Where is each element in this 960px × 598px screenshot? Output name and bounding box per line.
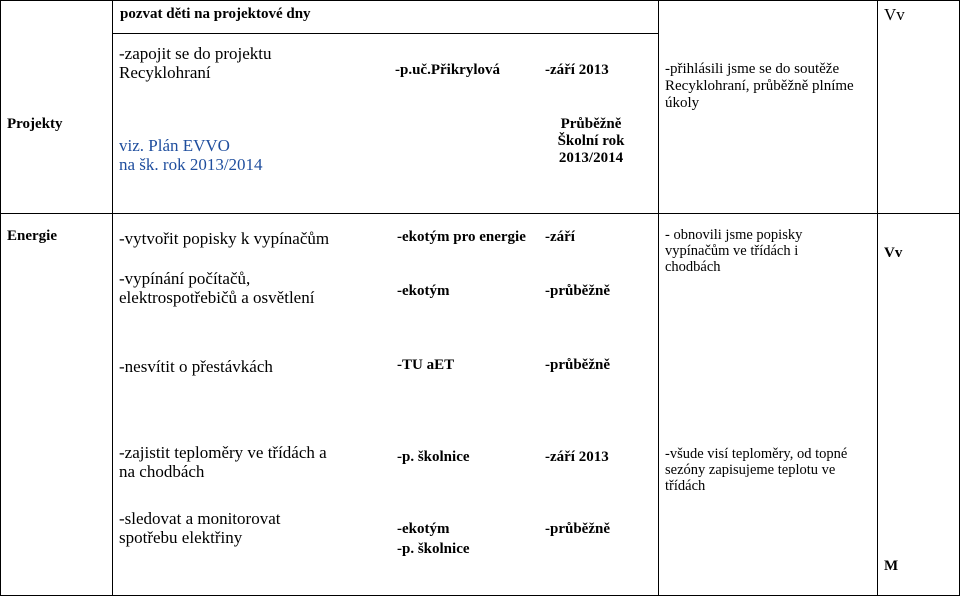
energie-evaluation: M (884, 558, 899, 574)
energie-date: -září 2013 (545, 449, 609, 465)
row-label-energie: Energie (7, 228, 57, 244)
column-divider (112, 0, 113, 596)
projekty-ongoing: Průběžně Školní rok 2013/2014 (557, 116, 625, 166)
energie-responsible: -ekotým pro energie (397, 229, 526, 245)
energie-responsible: -ekotým (397, 283, 450, 299)
projekty-responsible: -p.uč.Přikrylová (395, 62, 500, 78)
energie-action: -zajistit teploměry ve třídách a na chodbách (119, 443, 327, 482)
column-divider (0, 0, 1, 596)
energie-action: -vypínání počítačů, elektrospotřebičů a osvětlení (119, 269, 315, 308)
energie-responsible: -ekotým (397, 521, 450, 537)
table-border-top (0, 0, 960, 1)
row-label-projekty: Projekty (7, 116, 63, 132)
table-border-bottom (0, 595, 960, 596)
energie-result: -všude visí teploměry, od topné sezóny zapisujeme teplotu ve třídách (665, 446, 848, 495)
energie-action: -vytvořit popisky k vypínačům (119, 229, 330, 248)
row-divider (0, 213, 960, 214)
energie-date: -průběžně (545, 283, 610, 299)
projekty-date: -září 2013 (545, 62, 609, 78)
energie-action: -sledovat a monitorovat spotřebu elektřiny (119, 509, 281, 548)
projekty-plan-link[interactable]: viz. Plán EVVO na šk. rok 2013/2014 (119, 136, 263, 175)
energie-result: - obnovili jsme popisky vypínačům ve třídách i chodbách (665, 227, 803, 276)
row-divider (112, 33, 658, 34)
energie-responsible: -p. školnice (397, 541, 470, 557)
projekty-action: -zapojit se do projektu Recyklohraní (119, 44, 272, 83)
projekty-first-line-resp: Vv (884, 5, 905, 24)
energie-date: -průběžně (545, 357, 610, 373)
energie-responsible: -p. školnice (397, 449, 470, 465)
projekty-result: -přihlásili jsme se do soutěže Recyklohraní, průběžně plníme úkoly (665, 61, 854, 111)
projekty-first-line: pozvat děti na projektové dny (120, 6, 311, 22)
energie-evaluation: Vv (884, 245, 903, 261)
column-divider (877, 0, 878, 596)
energie-date: -průběžně (545, 521, 610, 537)
column-divider (658, 0, 659, 596)
energie-date: -září (545, 229, 575, 245)
energie-responsible: -TU aET (397, 357, 455, 373)
energie-action: -nesvítit o přestávkách (119, 357, 273, 376)
